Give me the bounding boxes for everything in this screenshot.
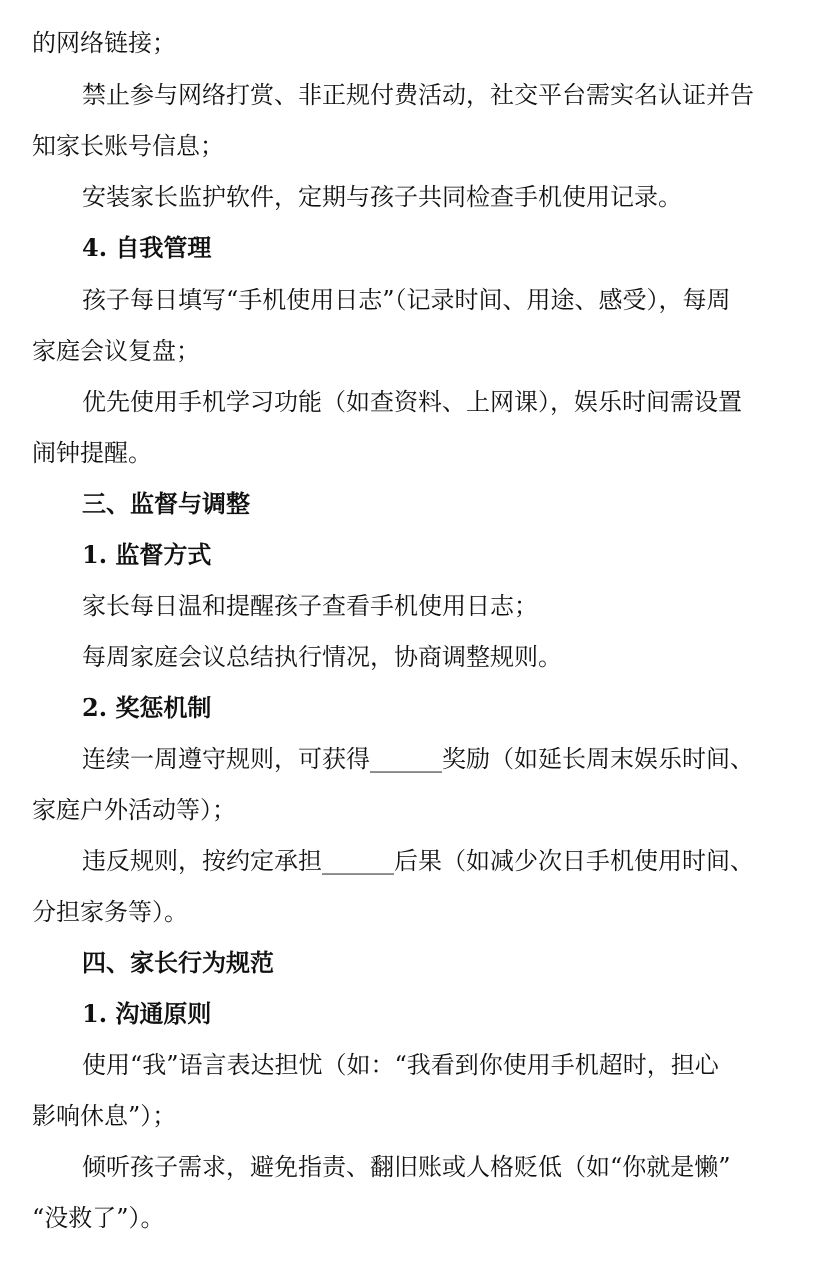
- paragraph-line: “没救了”）。: [32, 1204, 165, 1232]
- paragraph-line: 倾听孩子需求，避免指责、翻旧账或人格贬低（如“你就是懒”: [82, 1153, 731, 1181]
- paragraph-line: 违反规则，按约定承担______后果（如减少次日手机使用时间、: [82, 847, 754, 875]
- paragraph-line: 分担家务等）。: [32, 898, 188, 926]
- section-heading: 2. 奖惩机制: [82, 693, 212, 722]
- paragraph-line: 影响休息”）；: [32, 1102, 177, 1130]
- chapter-heading: 四、家长行为规范: [82, 948, 274, 977]
- section-heading: 1. 沟通原则: [82, 999, 212, 1028]
- paragraph-line: 连续一周遵守规则，可获得______奖励（如延长周末娱乐时间、: [82, 745, 754, 773]
- section-heading: 4. 自我管理: [82, 233, 212, 262]
- paragraph-line: 家长每日温和提醒孩子查看手机使用日志；: [82, 592, 538, 620]
- paragraph-line: 知家长账号信息；: [32, 132, 224, 160]
- paragraph-line: 禁止参与网络打赏、非正规付费活动，社交平台需实名认证并告: [82, 81, 754, 109]
- paragraph-line: 的网络链接；: [32, 29, 176, 57]
- section-heading: 1. 监督方式: [82, 540, 212, 569]
- paragraph-line: 孩子每日填写“手机使用日志”（记录时间、用途、感受），每周: [82, 286, 731, 314]
- paragraph-line: 每周家庭会议总结执行情况，协商调整规则。: [82, 643, 562, 671]
- chapter-heading: 三、监督与调整: [82, 489, 250, 518]
- paragraph-line: 闹钟提醒。: [32, 439, 152, 467]
- paragraph-line: 家庭会议复盘；: [32, 337, 200, 365]
- paragraph-line: 优先使用手机学习功能（如查资料、上网课），娱乐时间需设置: [82, 388, 742, 416]
- paragraph-line: 使用“我”语言表达担忧（如：“我看到你使用手机超时，担心: [82, 1051, 719, 1079]
- paragraph-line: 安装家长监护软件，定期与孩子共同检查手机使用记录。: [82, 183, 682, 211]
- paragraph-line: 家庭户外活动等）；: [32, 796, 236, 824]
